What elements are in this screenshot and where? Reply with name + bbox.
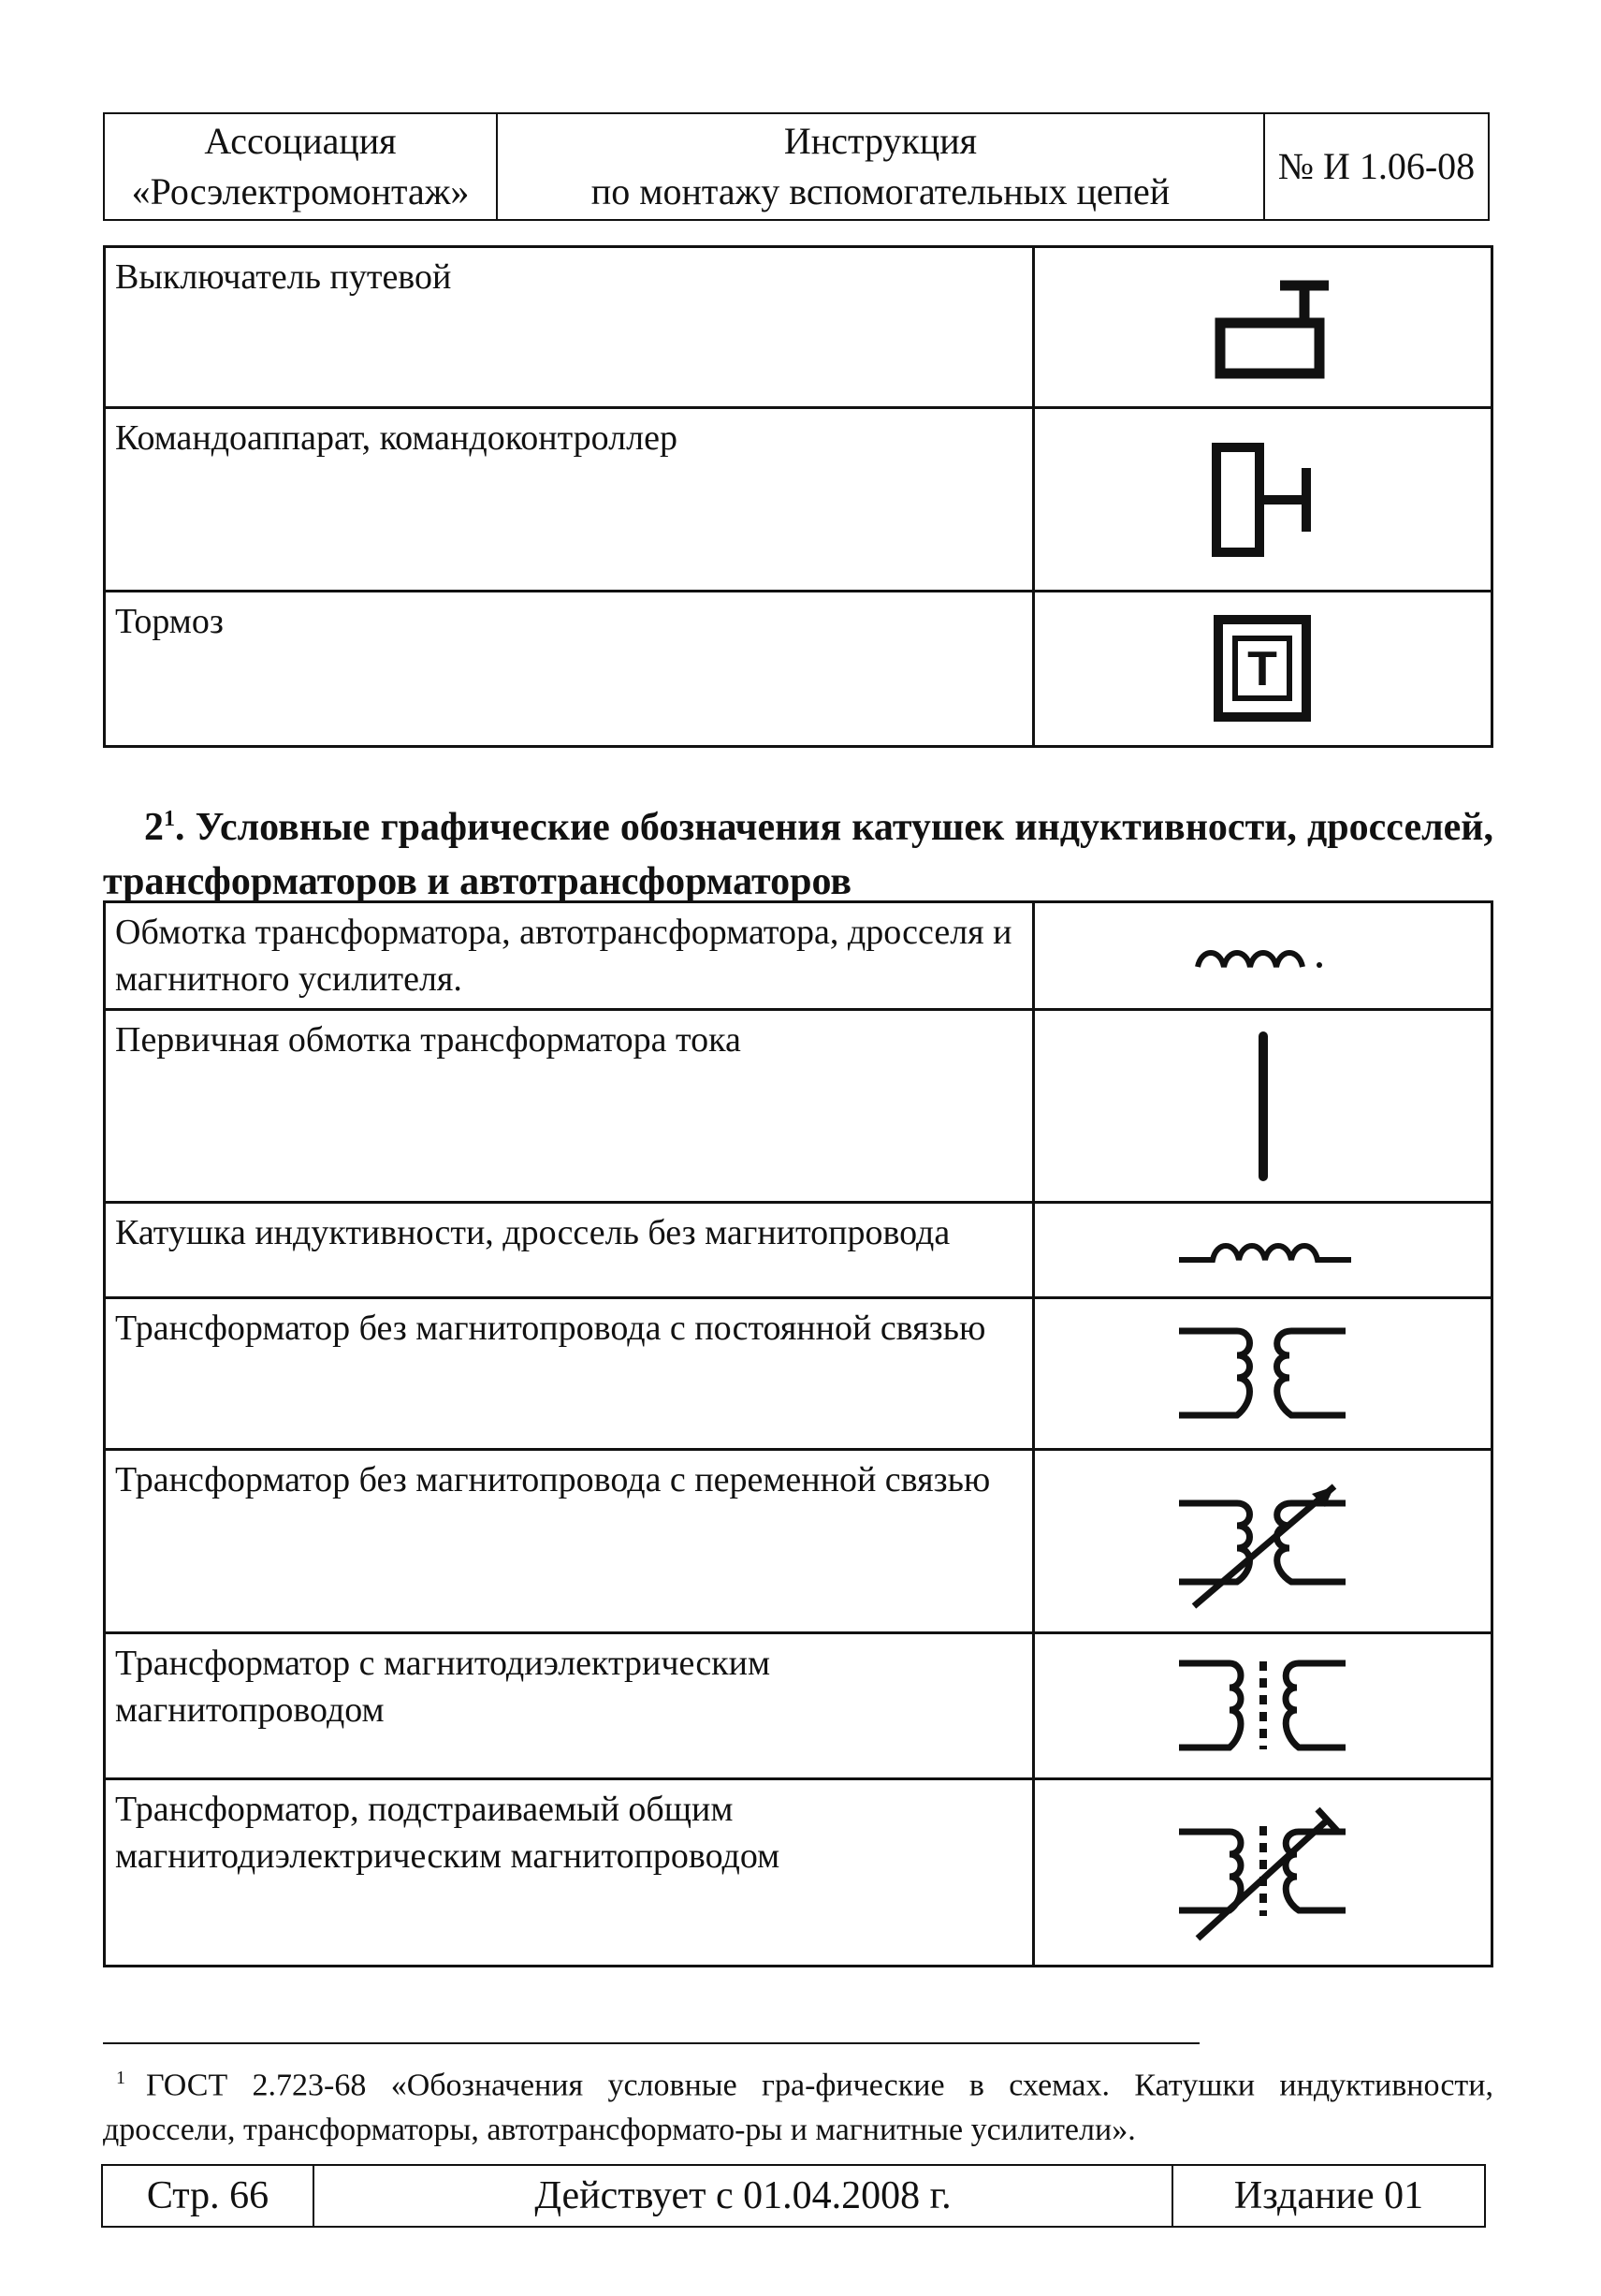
symbols-table-2 bbox=[103, 900, 1493, 1967]
page-number: Стр. 66 bbox=[102, 2165, 313, 2227]
header-table bbox=[103, 112, 1490, 221]
symbol-cell bbox=[1034, 1450, 1492, 1633]
symbol-cell bbox=[1034, 1298, 1492, 1450]
inductor-symbol-icon bbox=[1160, 1222, 1366, 1279]
footnote-text: ГОСТ 2.723-68 «Обозначения условные гра-фические в схемах. Катушки индуктивности, дроссели, трансформаторы, автотрансформато-ры и магнитные усилители». bbox=[103, 2068, 1493, 2148]
footnote-divider bbox=[103, 2042, 1200, 2044]
symbol-cell bbox=[1034, 592, 1492, 747]
symbol-name: Тормоз bbox=[105, 592, 1034, 747]
symbol-name: Выключатель путевой bbox=[105, 247, 1034, 408]
symbol-cell bbox=[1034, 1633, 1492, 1779]
table-row bbox=[105, 1633, 1492, 1779]
footer-table bbox=[101, 2164, 1486, 2228]
document-title-cell bbox=[497, 113, 1264, 220]
command-controller-symbol-icon bbox=[1188, 434, 1338, 565]
symbol-name: Командоаппарат, командоконтроллер bbox=[105, 408, 1034, 592]
symbol-name: Трансформатор, подстраиваемый общим магнитодиэлектрическим магнитопроводом bbox=[105, 1779, 1034, 1967]
table-row bbox=[105, 1779, 1492, 1967]
symbol-name: Трансформатор с магнитодиэлектрическим магнитопроводом bbox=[105, 1633, 1034, 1779]
table-row bbox=[105, 902, 1492, 1010]
section-footnote-mark: 1 bbox=[164, 807, 175, 831]
document-title-line-1: Инструкция bbox=[783, 120, 978, 162]
symbol-cell bbox=[1034, 1010, 1492, 1203]
table-row bbox=[105, 1298, 1492, 1450]
symbol-name: Обмотка трансформатора, автотрансформатора, дросселя и магнитного усилителя. bbox=[105, 902, 1034, 1010]
footnote-mark: 1 bbox=[116, 2068, 125, 2088]
limit-switch-symbol-icon bbox=[1188, 267, 1338, 388]
valid-from: Действует с 01.04.2008 г. bbox=[313, 2165, 1172, 2227]
section-number: 2 bbox=[144, 806, 164, 849]
transformer-variable-coupling-symbol-icon bbox=[1160, 1471, 1366, 1612]
symbol-name: Катушка индуктивности, дроссель без магнитопровода bbox=[105, 1203, 1034, 1298]
table-row bbox=[105, 1203, 1492, 1298]
symbol-cell bbox=[1034, 902, 1492, 1010]
symbol-cell bbox=[1034, 408, 1492, 592]
footnote bbox=[103, 2055, 1493, 2153]
current-transformer-primary-symbol-icon bbox=[1235, 1027, 1291, 1186]
table-row bbox=[105, 408, 1492, 592]
brake-letter: Т bbox=[1246, 641, 1277, 696]
symbols-table-1 bbox=[103, 245, 1493, 748]
symbol-cell bbox=[1034, 1203, 1492, 1298]
symbol-cell bbox=[1034, 247, 1492, 408]
transformer-tunable-core-symbol-icon bbox=[1160, 1798, 1366, 1948]
table-row bbox=[105, 592, 1492, 747]
winding-symbol-icon bbox=[1179, 928, 1347, 984]
edition: Издание 01 bbox=[1172, 2165, 1485, 2227]
document-number: № И 1.06-08 bbox=[1264, 113, 1489, 220]
organization-cell bbox=[104, 113, 497, 220]
table-row bbox=[105, 247, 1492, 408]
symbol-name: Трансформатор без магнитопровода с постоянной связью bbox=[105, 1298, 1034, 1450]
symbol-cell bbox=[1034, 1779, 1492, 1967]
section-title-text: . Условные графические обозначения катушек индуктивности, дросселей, трансформаторов и автотрансформаторов bbox=[103, 806, 1493, 903]
transformer-fixed-coupling-symbol-icon bbox=[1160, 1318, 1366, 1430]
organization-line-2: «Росэлектромонтаж» bbox=[131, 170, 470, 212]
table-row bbox=[105, 1010, 1492, 1203]
section-title bbox=[103, 792, 1493, 909]
table-row bbox=[105, 1450, 1492, 1633]
document-title-line-2: по монтажу вспомогательных цепей bbox=[590, 170, 1171, 212]
brake-symbol-icon bbox=[1188, 608, 1338, 730]
symbol-name: Первичная обмотка трансформатора тока bbox=[105, 1010, 1034, 1203]
transformer-magnetodielectric-core-symbol-icon bbox=[1160, 1650, 1366, 1762]
symbol-name: Трансформатор без магнитопровода с переменной связью bbox=[105, 1450, 1034, 1633]
organization-line-1: Ассоциация bbox=[204, 120, 397, 162]
